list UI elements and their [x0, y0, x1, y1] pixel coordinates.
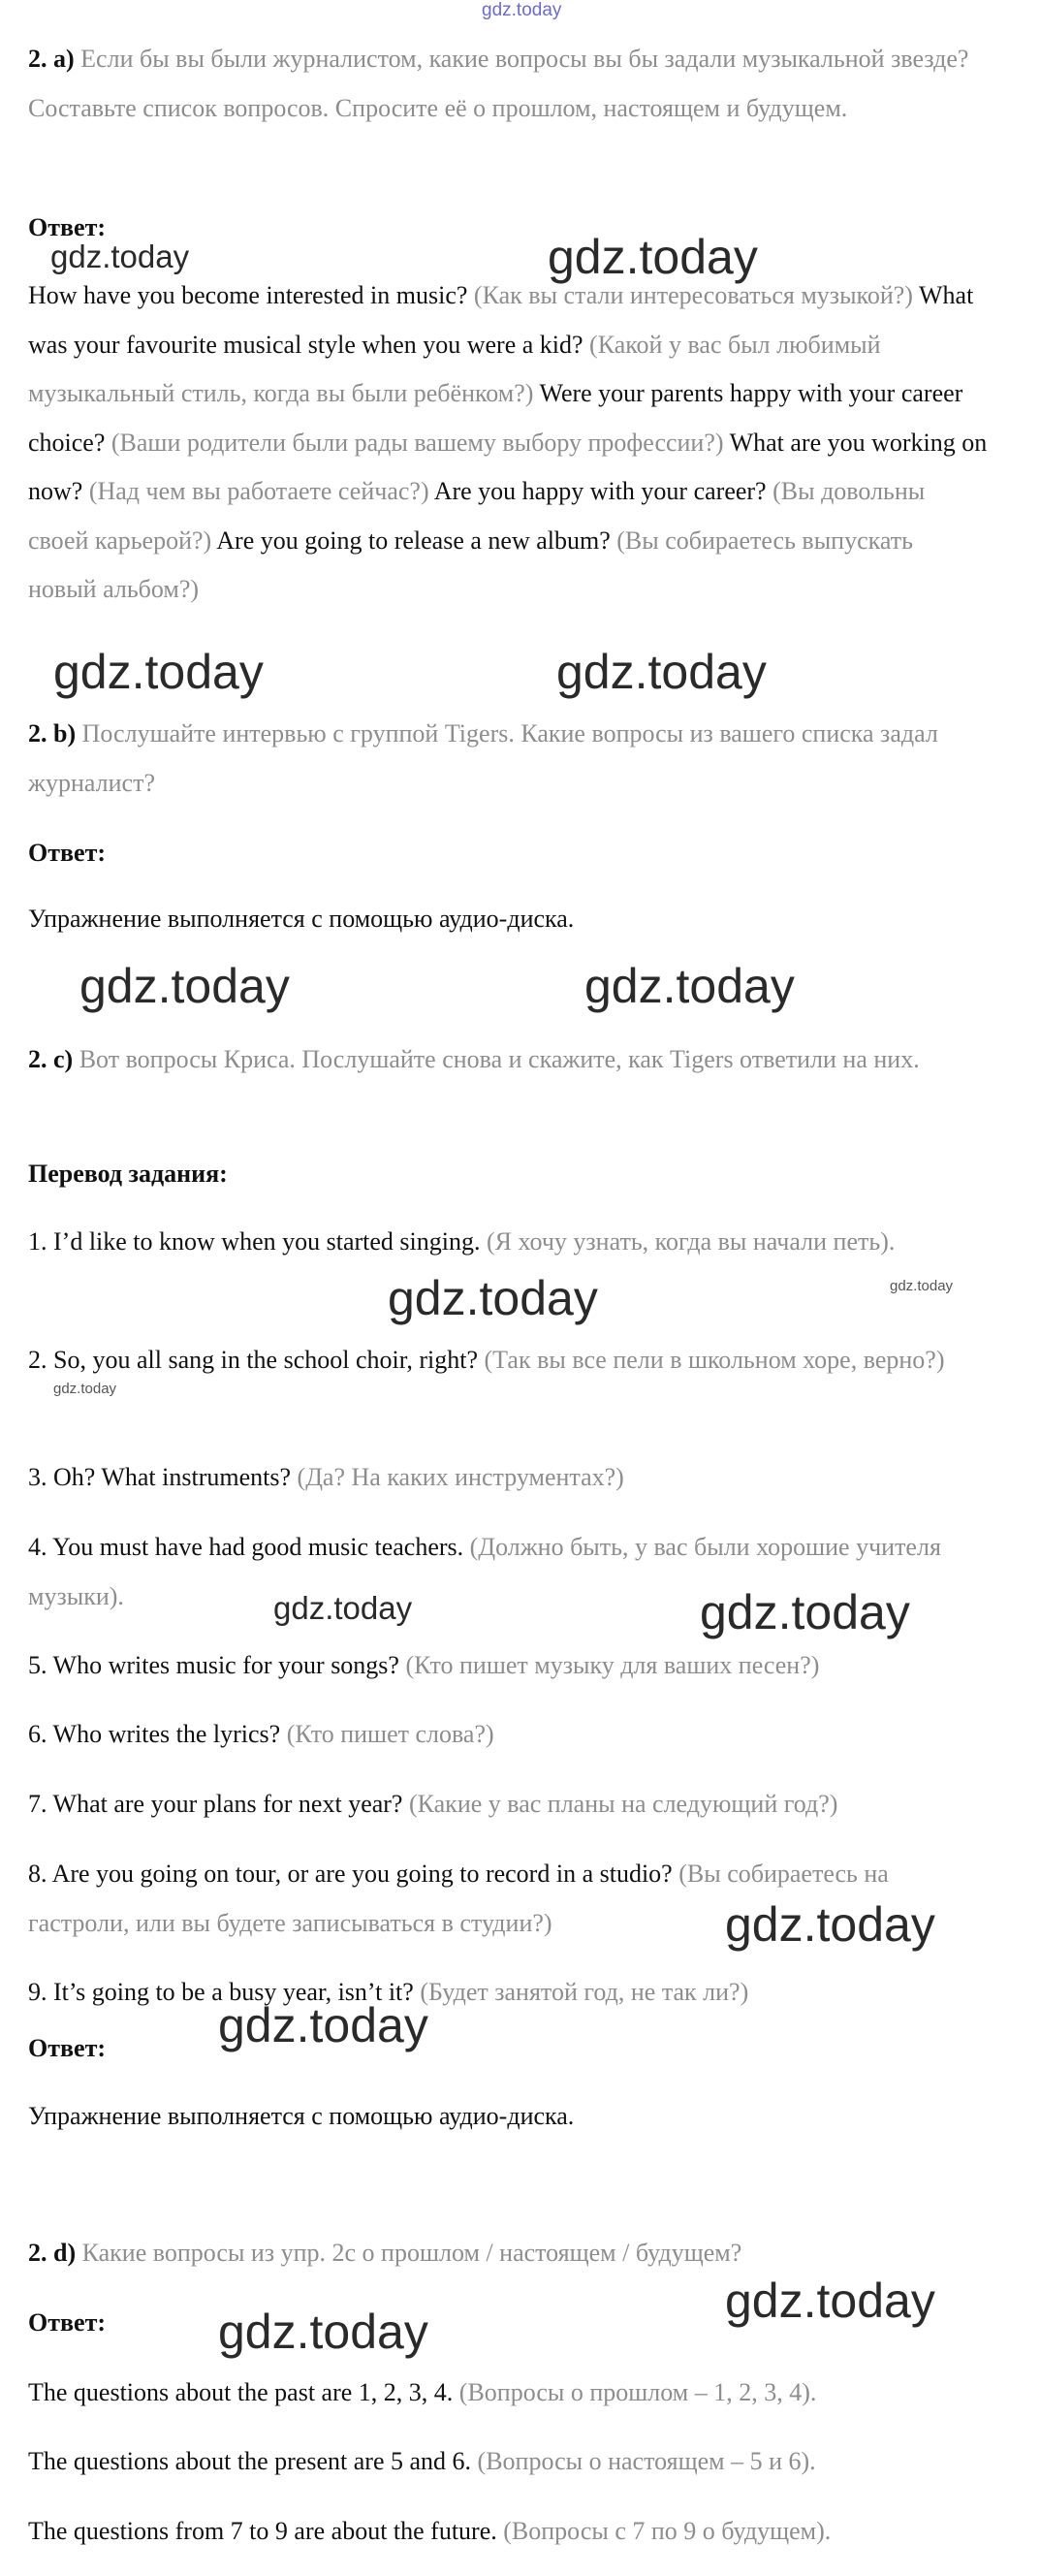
exercise-2b-task [28, 710, 988, 808]
qa-en: How have you become interested in music? [28, 281, 468, 309]
item-ru: (Вы собираетесь на гастроли, или вы будете записываться в студии?) [28, 1860, 889, 1937]
line-ru: (Вопросы о прошлом – 1, 2, 3, 4). [458, 2378, 817, 2406]
task-text: Какие вопросы из упр. 2с о прошлом / настоящем / будущем? [81, 2239, 742, 2267]
watermark: gdz.today [50, 239, 190, 274]
item-en: 7. What are your plans for next year? [28, 1790, 403, 1818]
qa-ru: (Вы довольны своей карьерой?) [28, 477, 926, 555]
line-ru: (Вопросы с 7 по 9 о будущем). [503, 2517, 832, 2545]
item-en: 1. I’d like to know when you started singing. [28, 1227, 481, 1256]
item-en: 8. Are you going on tour, or are you going to record in a studio? [28, 1860, 673, 1888]
qa-ru: (Какой у вас был любимый музыкальный стиль, когда вы были ребёнком?) [28, 330, 881, 407]
watermark: gdz.today [218, 2305, 428, 2359]
qa-en: What was your favourite musical style when you were a kid? [28, 281, 974, 359]
qa-ru: (Над чем вы работаете сейчас?) [88, 477, 429, 505]
exercise-2c-task [28, 1035, 988, 1085]
exercise-label: 2. b) [28, 719, 77, 747]
item-en: 9. It’s going to be a busy year, isn’t it? [28, 1978, 414, 2006]
answer-text: Упражнение выполняется с помощью аудио-диска. [28, 2102, 575, 2130]
exercise-label: 2. a) [28, 45, 75, 73]
exercise-2a-answer [28, 271, 988, 615]
qa-ru: (Вы собираетесь выпускать новый альбом?) [28, 525, 913, 603]
qa-en: What are you working on now? [28, 428, 988, 505]
watermark: gdz.today [700, 1585, 910, 1639]
exercise-2d-task [28, 2229, 988, 2278]
list-item [28, 1453, 988, 1503]
item-ru: (Будет занятой год, не так ли?) [420, 1978, 749, 2006]
answer-label: Ответ: [28, 213, 107, 241]
list-item [28, 1218, 988, 1267]
watermark: gdz.today [273, 1590, 413, 1626]
item-ru: (Кто пишет музыку для ваших песен?) [405, 1651, 820, 1679]
qa-ru: (Как вы стали интересоваться музыкой?) [473, 281, 913, 309]
watermark: gdz.today [556, 645, 767, 699]
list-item [28, 1710, 988, 1760]
list-item [28, 1641, 988, 1691]
list-item [28, 1968, 988, 2018]
task-text: Если бы вы были журналистом, какие вопросы вы бы задали музыкальной звезде? Составьте список вопросов. Спросите её о прошлом, настоящем и будущем. [28, 45, 969, 122]
item-en: 2. So, you all sang in the school choir, right? [28, 1346, 479, 1374]
exercise-label: 2. d) [28, 2239, 77, 2267]
task-text: Послушайте интервью с группой Tigers. Какие вопросы из вашего списка задал журналист? [28, 719, 938, 797]
line-en: The questions from 7 to 9 are about the future. [28, 2517, 497, 2545]
watermark: gdz.today [725, 2274, 935, 2328]
list-item [28, 1336, 988, 1385]
watermark: gdz.today [53, 1381, 117, 1397]
answer-line [28, 2437, 988, 2487]
translation-label: Перевод задания: [28, 1160, 228, 1188]
answer-line [28, 2507, 988, 2557]
answer-label: Ответ: [28, 2308, 107, 2337]
watermark: gdz.today [388, 1271, 598, 1325]
qa-en: Were your parents happy with your career choice? [28, 379, 963, 457]
watermark: gdz.today [482, 0, 562, 20]
qa-en: Are you going to release a new album? [216, 525, 611, 555]
item-ru: (Да? На каких инструментах?) [297, 1463, 624, 1491]
watermark: gdz.today [79, 959, 290, 1013]
qa-en: Are you happy with your career? [433, 477, 767, 505]
item-ru: (Кто пишет слова?) [286, 1720, 494, 1748]
item-ru: (Я хочу узнать, когда вы начали петь). [487, 1227, 896, 1256]
answer-label: Ответ: [28, 2034, 107, 2062]
line-en: The questions about the past are 1, 2, 3, 4. [28, 2378, 454, 2406]
item-en: 5. Who writes music for your songs? [28, 1651, 399, 1679]
item-ru: (Какие у вас планы на следующий год?) [408, 1790, 838, 1818]
item-ru: (Так вы все пели в школьном хоре, верно?) [484, 1346, 945, 1374]
answer-line [28, 2369, 988, 2418]
watermark: gdz.today [890, 1278, 954, 1294]
answer-text: Упражнение выполняется с помощью аудио-диска. [28, 905, 575, 933]
watermark: gdz.today [725, 1897, 935, 1952]
watermark: gdz.today [218, 1998, 428, 2052]
watermark: gdz.today [584, 959, 795, 1013]
qa-ru: (Ваши родители были рады вашему выбору профессии?) [110, 428, 724, 457]
item-en: 6. Who writes the lyrics? [28, 1720, 281, 1748]
exercise-2a-task [28, 35, 988, 133]
answer-label: Ответ: [28, 839, 107, 867]
list-item [28, 1780, 988, 1829]
task-text: Вот вопросы Криса. Послушайте снова и скажите, как Tigers ответили на них. [79, 1045, 920, 1073]
item-en: 3. Oh? What instruments? [28, 1463, 292, 1491]
line-en: The questions about the present are 5 and 6. [28, 2447, 472, 2475]
watermark: gdz.today [53, 645, 264, 699]
item-en: 4. You must have had good music teachers. [28, 1533, 464, 1561]
exercise-label: 2. c) [28, 1045, 74, 1073]
item-ru: (Должно быть, у вас были хорошие учителя музыки). [28, 1533, 941, 1610]
watermark: gdz.today [548, 230, 758, 284]
line-ru: (Вопросы о настоящем – 5 и 6). [477, 2447, 816, 2475]
